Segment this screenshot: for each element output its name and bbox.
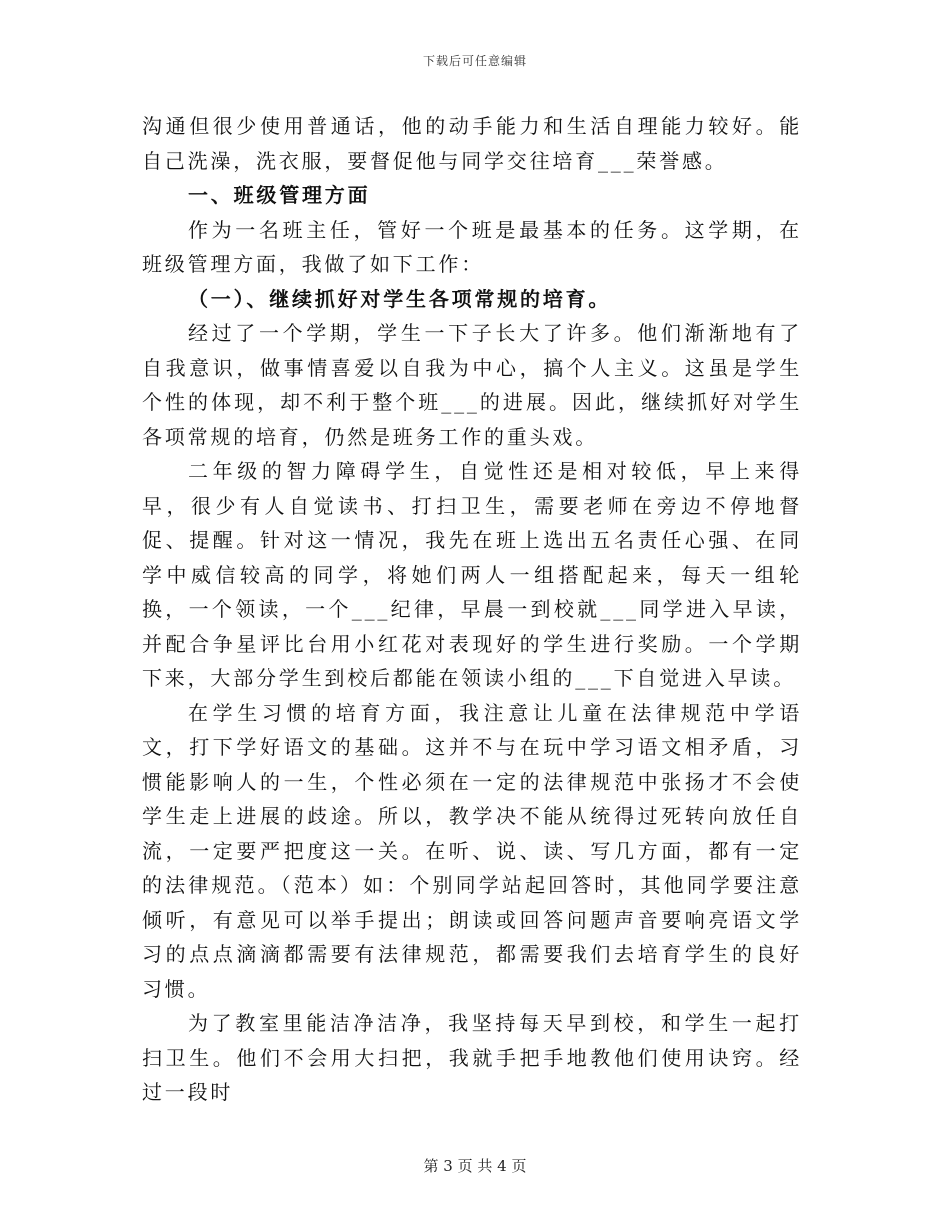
paragraph-continuation: 沟通但很少使用普通话，他的动手能力和生活自理能力较好。能自己洗澡，洗衣服，要督促他与同学交往培育___荣誉感。 <box>142 114 802 173</box>
paragraph-classroom-cleaning: 为了教室里能洁净洁净，我坚持每天早到校，和学生一起打扫卫生。他们不会用大扫把，我就手把手地教他们使用诀窍。经过一段时 <box>142 1011 802 1104</box>
paragraph-habit-training: 在学生习惯的培育方面，我注意让儿童在法律规范中学语文，打下学好语文的基础。这并不与在玩中学习语文相矛盾，习惯能影响人的一生，个性必须在一定的法律规范中张扬才不会使学生走上进展的歧途。所以，教学决不能从统得过死转向放任自流，一定要严把度这一关。在听、说、读、写几方面，都有一定的法律规范。（范本）如：个别同学站起回答时，其他同学要注意倾听，有意见可以举手提出；朗读或回答问题声音要响亮语文学习的点点滴滴都需要有法律规范，都需要我们去培育学生的良好习惯。 <box>142 700 802 1001</box>
page-header: 下载后可任意编辑 <box>422 54 527 68</box>
subsection-heading-routine-training: （一）、继续抓好对学生各项常规的培育。 <box>188 286 612 311</box>
section-heading-class-management: 一、班级管理方面 <box>188 183 371 207</box>
document-body <box>142 109 802 1110</box>
page-footer: 第 3 页 共 4 页 <box>423 1157 527 1175</box>
paragraph-morning-reading: 二年级的智力障碍学生，自觉性还是相对较低，早上来得早，很少有人自觉读书、打扫卫生，需要老师在旁边不停地督促、提醒。针对这一情况，我先在班上选出五名责任心强、在同学中威信较高的同学，将她们两人一组搭配起来，每天一组轮换，一个领读，一个___纪律，早晨一到校就___同学进入早读，并配合争星评比台用小红花对表现好的学生进行奖励。一个学期下来，大部分学生到校后都能在领读小组的___下自觉进入早读。 <box>142 459 802 690</box>
paragraph-student-growth: 经过了一个学期，学生一下子长大了许多。他们渐渐地有了自我意识，做事情喜爱以自我为中心，搞个人主义。这虽是学生个性的体现，却不利于整个班___的进展。因此，继续抓好对学生各项常规的培育，仍然是班务工作的重头戏。 <box>142 321 802 449</box>
paragraph-intro: 作为一名班主任，管好一个班是最基本的任务。这学期，在班级管理方面，我做了如下工作： <box>142 217 802 276</box>
